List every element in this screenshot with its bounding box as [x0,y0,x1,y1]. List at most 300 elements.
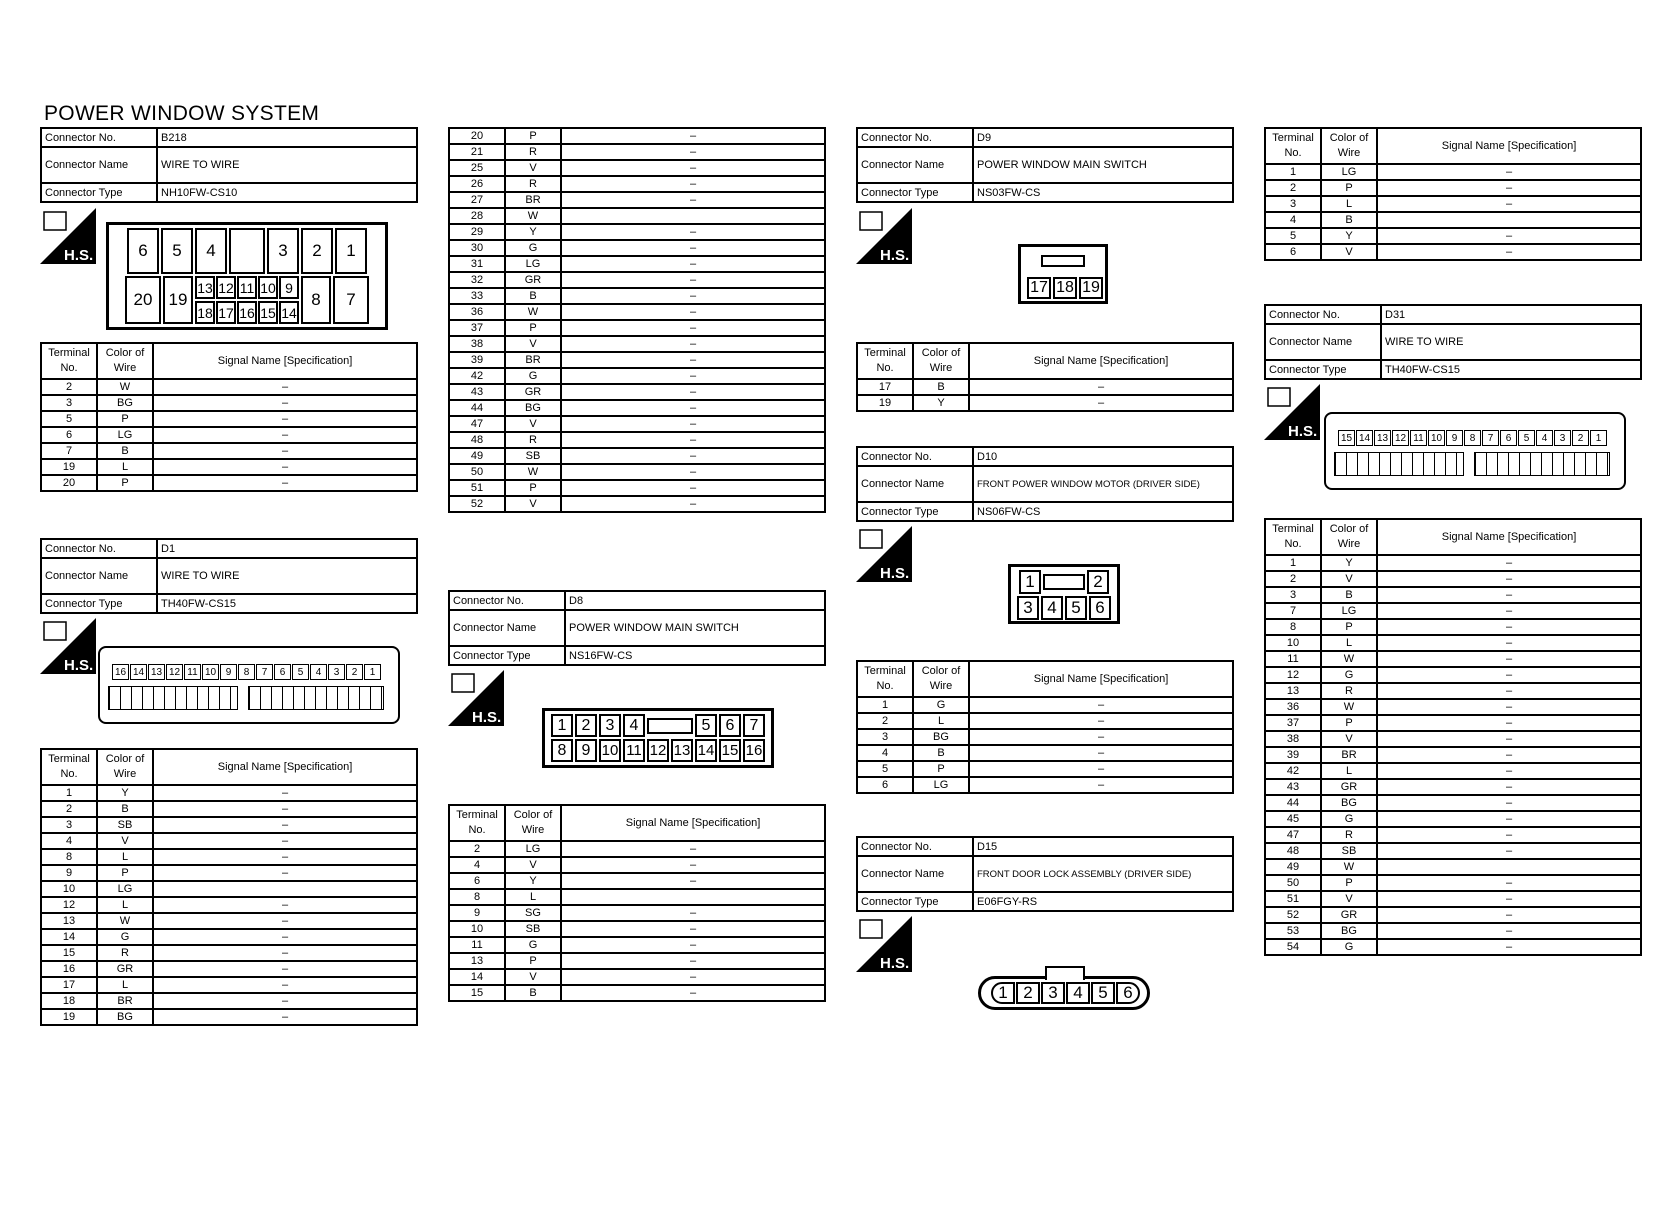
wire-color: GR [505,384,561,400]
terminal-number: 3 [41,395,97,411]
table-row [1265,923,1641,939]
signal-name: – [1377,811,1641,827]
wire-color: GR [97,961,153,977]
terminal-number: 2 [1265,571,1321,587]
wire-color: R [1321,683,1377,699]
table-row [857,745,1233,761]
wire-color: Y [1321,555,1377,571]
wire-color: P [913,761,969,777]
table-row [857,729,1233,745]
table-row [449,304,825,320]
pin: 19 [1079,277,1103,299]
connector-lock [1041,255,1085,267]
signal-name: – [1377,731,1641,747]
terminal-number: 52 [1265,907,1321,923]
terminal-number: 1 [41,785,97,801]
wire-color: Y [1321,228,1377,244]
signal-name: – [153,379,417,395]
connector-face-b218 [106,222,388,330]
wire-color: G [1321,939,1377,955]
table-row [41,1009,417,1025]
wire-color: G [97,929,153,945]
pin: 13 [148,664,165,680]
pin: 10 [258,276,278,299]
table-row [449,288,825,304]
signal-name: – [561,432,825,448]
wire-color: G [913,697,969,713]
pin: 7 [1482,430,1499,446]
wire-color: P [1321,875,1377,891]
terminal-number: 9 [449,905,505,921]
connector-info-d1: Connector No. D1 Connector Name WIRE TO WIRE Connector Type TH40FW-CS15 [40,538,418,614]
signal-name: – [969,777,1233,793]
wire-color: W [97,379,153,395]
terminal-number: 30 [449,240,505,256]
pin: 11 [237,276,257,299]
pin: 15 [1338,430,1355,446]
pin: 1 [364,664,381,680]
signal-name: – [969,395,1233,411]
wire-color: SB [505,921,561,937]
terminal-number: 12 [1265,667,1321,683]
table-row [449,841,825,857]
terminal-number: 3 [41,817,97,833]
pin: 15 [258,301,278,324]
wire-color: B [1321,212,1377,228]
terminal-number: 2 [857,713,913,729]
pin: 4 [1066,982,1090,1004]
terminal-number: 10 [449,921,505,937]
signal-name: – [153,427,417,443]
terminal-number: 29 [449,224,505,240]
table-row [449,937,825,953]
wire-color: R [505,176,561,192]
table-row [449,985,825,1001]
signal-name: – [561,841,825,857]
wire-color: P [505,480,561,496]
pin: 13 [1374,430,1391,446]
table-row [1265,859,1641,875]
table-row [41,897,417,913]
signal-name: – [1377,907,1641,923]
signal-name: – [1377,715,1641,731]
signal-name: – [561,304,825,320]
pin: 4 [1041,596,1063,620]
terminal-number: 49 [449,448,505,464]
terminal-number: 52 [449,496,505,512]
table-row [449,905,825,921]
pin: 12 [1392,430,1409,446]
signal-name: – [1377,891,1641,907]
connector-lock [1045,966,1085,980]
terminal-number: 20 [449,128,505,144]
table-row [1265,587,1641,603]
signal-name: – [153,977,417,993]
table-row [449,953,825,969]
signal-name: – [561,384,825,400]
table-row [1265,795,1641,811]
wire-color: L [97,897,153,913]
terminal-number: 17 [41,977,97,993]
wire-color: BG [97,395,153,411]
pin: 7 [256,664,273,680]
terminal-number: 12 [41,897,97,913]
svg-text:H.S.: H.S. [1288,423,1318,440]
table-row [857,713,1233,729]
terminal-number: 5 [41,411,97,427]
table-row [41,865,417,881]
svg-text:H.S.: H.S. [880,247,910,264]
table-row [1265,555,1641,571]
table-row [1265,228,1641,244]
pin: 3 [599,714,621,737]
terminal-number: 17 [857,379,913,395]
signal-name: – [153,897,417,913]
terminal-number: 7 [1265,603,1321,619]
table-row [1265,667,1641,683]
signal-name: – [561,400,825,416]
wire-color: GR [505,272,561,288]
table-row [1265,779,1641,795]
signal-name: – [561,969,825,985]
terminal-number: 11 [1265,651,1321,667]
table-row [41,443,417,459]
signal-name: – [1377,875,1641,891]
pin: 16 [112,664,129,680]
signal-name: – [1377,555,1641,571]
pin: 4 [310,664,327,680]
terminal-number: 54 [1265,939,1321,955]
terminal-number: 18 [41,993,97,1009]
pin: 12 [166,664,183,680]
table-row [41,785,417,801]
wire-color: B [505,288,561,304]
table-row [449,480,825,496]
pin: 5 [292,664,309,680]
terminal-number: 33 [449,288,505,304]
table-row [449,224,825,240]
signal-name: – [561,921,825,937]
signal-name: – [1377,651,1641,667]
pin: 16 [743,739,765,762]
wire-color: B [1321,587,1377,603]
pin-grid [1334,452,1464,476]
wire-color: W [505,464,561,480]
table-row [857,379,1233,395]
signal-name [561,889,825,905]
wire-color: G [505,240,561,256]
connector-face-d15 [978,976,1150,1010]
table-row [449,208,825,224]
table-row [857,777,1233,793]
signal-name: – [153,929,417,945]
signal-name: – [1377,244,1641,260]
wire-color: Y [505,873,561,889]
terminal-number: 51 [449,480,505,496]
signal-name [153,881,417,897]
wire-color: SG [505,905,561,921]
connector-info-b218: Connector No. B218 Connector Name WIRE TO WIRE Connector Type NH10FW-CS10 [40,127,418,203]
signal-name: – [561,320,825,336]
terminal-number: 44 [449,400,505,416]
pin: 1 [1590,430,1607,446]
terminal-number: 3 [1265,196,1321,212]
terminal-number: 27 [449,192,505,208]
terminal-number: 8 [41,849,97,865]
pin: 8 [301,276,331,324]
terminal-number: 10 [41,881,97,897]
table-row [41,881,417,897]
connector-lock [229,228,265,274]
wire-color: V [505,969,561,985]
table-row [449,192,825,208]
terminal-number: 36 [1265,699,1321,715]
wire-color: BG [1321,795,1377,811]
pin: 20 [125,276,161,324]
signal-name: – [1377,180,1641,196]
signal-name: – [561,480,825,496]
terminal-number: 4 [449,857,505,873]
terminal-number: 2 [449,841,505,857]
signal-name: – [1377,699,1641,715]
wire-color: LG [1321,603,1377,619]
signal-name: – [153,801,417,817]
terminal-number: 19 [41,1009,97,1025]
wire-color: P [1321,619,1377,635]
signal-name: – [153,849,417,865]
signal-name: – [1377,164,1641,180]
harness-side-icon [856,916,912,972]
table-row [449,128,825,144]
wire-color: R [1321,827,1377,843]
terminal-number: 6 [41,427,97,443]
terminal-number: 13 [1265,683,1321,699]
wire-color: BR [1321,747,1377,763]
wire-color: BR [505,352,561,368]
terminal-number: 39 [1265,747,1321,763]
wire-color: V [505,336,561,352]
wire-color: Y [97,785,153,801]
pin: 3 [328,664,345,680]
connector-info-d15: Connector No. D15 Connector Name FRONT DOOR LOCK ASSEMBLY (DRIVER SIDE) Connector Type E06FGY-RS [856,836,1234,912]
terminal-number: 1 [1265,164,1321,180]
terminal-number: 7 [41,443,97,459]
terminal-number: 5 [1265,228,1321,244]
signal-name: – [153,913,417,929]
terminal-table-d10: Terminal No. Color of Wire Signal Name [Specification] 1 G – 2 L – 3 BG – 4 B – 5 P – 6 LG – [856,660,1234,794]
signal-name: – [153,443,417,459]
table-row [449,432,825,448]
pin: 6 [1089,596,1111,620]
table-row [1265,939,1641,955]
table-row [449,352,825,368]
table-row [449,416,825,432]
table-row [449,464,825,480]
terminal-number: 42 [449,368,505,384]
signal-name: – [561,336,825,352]
signal-name: – [561,224,825,240]
terminal-number: 1 [857,697,913,713]
connector-info-d31: Connector No. D31 Connector Name WIRE TO WIRE Connector Type TH40FW-CS15 [1264,304,1642,380]
signal-name: – [153,411,417,427]
table-row [449,368,825,384]
pin: 2 [1016,982,1040,1004]
terminal-number: 15 [449,985,505,1001]
pin: 4 [623,714,645,737]
terminal-number: 43 [1265,779,1321,795]
pin-grid [248,686,384,710]
pin: 14 [130,664,147,680]
pin: 11 [623,739,645,762]
wire-color: L [505,889,561,905]
terminal-number: 8 [1265,619,1321,635]
wire-color: V [1321,571,1377,587]
pin: 9 [1446,430,1463,446]
table-row [41,379,417,395]
signal-name: – [1377,763,1641,779]
signal-name: – [561,192,825,208]
pin: 11 [1410,430,1427,446]
connector-info-d10: Connector No. D10 Connector Name FRONT POWER WINDOW MOTOR (DRIVER SIDE) Connector Type NS06FW-CS [856,446,1234,522]
terminal-number: 50 [1265,875,1321,891]
terminal-number: 26 [449,176,505,192]
terminal-number: 1 [1265,555,1321,571]
terminal-table-d9: Terminal No. Color of Wire Signal Name [Specification] 17 B – 19 Y – [856,342,1234,412]
signal-name: – [1377,683,1641,699]
pin: 2 [301,228,333,274]
wire-color: R [505,432,561,448]
terminal-table-b218: Terminal No. Color of Wire Signal Name [Specification] 2 W – 3 BG – 5 P – 6 LG – 7 B – 19 L – 20 P – [40,342,418,492]
terminal-number: 6 [449,873,505,889]
pin: 13 [195,276,215,299]
wire-color: L [1321,635,1377,651]
wire-color: R [97,945,153,961]
terminal-number: 13 [41,913,97,929]
terminal-number: 4 [41,833,97,849]
terminal-number: 8 [449,889,505,905]
pin: 18 [1053,277,1077,299]
table-row [449,160,825,176]
table-row [1265,715,1641,731]
signal-name: – [561,873,825,889]
terminal-number: 4 [1265,212,1321,228]
table-row [449,921,825,937]
terminal-number: 36 [449,304,505,320]
pin: 10 [1428,430,1445,446]
harness-side-icon [40,618,96,674]
wire-color: V [505,160,561,176]
terminal-number: 49 [1265,859,1321,875]
wire-color: BG [97,1009,153,1025]
table-row [1265,164,1641,180]
signal-name: – [561,256,825,272]
table-row [449,176,825,192]
pin: 9 [220,664,237,680]
signal-name [1377,859,1641,875]
table-row [41,427,417,443]
table-row [449,857,825,873]
table-row [449,969,825,985]
connector-face-d31 [1324,412,1626,490]
signal-name: – [153,395,417,411]
terminal-number: 43 [449,384,505,400]
pin: 1 [991,982,1015,1004]
terminal-number: 32 [449,272,505,288]
harness-side-icon [448,670,504,726]
terminal-number: 21 [449,144,505,160]
table-row [449,272,825,288]
signal-name: – [1377,619,1641,635]
table-row [1265,683,1641,699]
wire-color: L [97,459,153,475]
table-row [1265,763,1641,779]
pin: 6 [127,228,159,274]
signal-name: – [561,128,825,144]
table-row [41,801,417,817]
table-row [41,993,417,1009]
wire-color: P [97,475,153,491]
wire-color: V [505,496,561,512]
signal-name: – [1377,843,1641,859]
signal-name: – [561,176,825,192]
connector-info-d9: Connector No. D9 Connector Name POWER WINDOW MAIN SWITCH Connector Type NS03FW-CS [856,127,1234,203]
table-row [1265,907,1641,923]
terminal-number: 13 [449,953,505,969]
pin: 17 [216,301,236,324]
wire-color: B [97,443,153,459]
svg-text:H.S.: H.S. [880,565,910,582]
signal-name: – [561,160,825,176]
pin: 2 [1572,430,1589,446]
pin: 8 [1464,430,1481,446]
terminal-number: 11 [449,937,505,953]
terminal-number: 37 [449,320,505,336]
pin: 2 [1087,570,1109,594]
wire-color: B [505,985,561,1001]
signal-name: – [153,833,417,849]
pin: 7 [743,714,765,737]
wire-color: V [1321,891,1377,907]
wire-color: BR [505,192,561,208]
table-row [857,697,1233,713]
wire-color: LG [1321,164,1377,180]
pin: 6 [1116,982,1140,1004]
signal-name: – [1377,795,1641,811]
connector-info-d8: Connector No. D8 Connector Name POWER WINDOW MAIN SWITCH Connector Type NS16FW-CS [448,590,826,666]
table-row [1265,731,1641,747]
signal-name: – [153,993,417,1009]
table-row [449,144,825,160]
signal-name: – [561,240,825,256]
wire-color: GR [1321,907,1377,923]
pin: 12 [216,276,236,299]
terminal-number: 47 [449,416,505,432]
terminal-number: 2 [41,379,97,395]
signal-name: – [1377,747,1641,763]
connector-face-d10 [1008,564,1120,624]
table-row [1265,875,1641,891]
wire-color: W [505,208,561,224]
terminal-number: 15 [41,945,97,961]
svg-text:H.S.: H.S. [64,657,94,674]
signal-name: – [153,475,417,491]
pin: 9 [575,739,597,762]
terminal-table-d1-continued [448,127,826,513]
wire-color: V [505,416,561,432]
pin: 3 [1017,596,1039,620]
pin: 8 [551,739,573,762]
pin: 1 [335,228,367,274]
